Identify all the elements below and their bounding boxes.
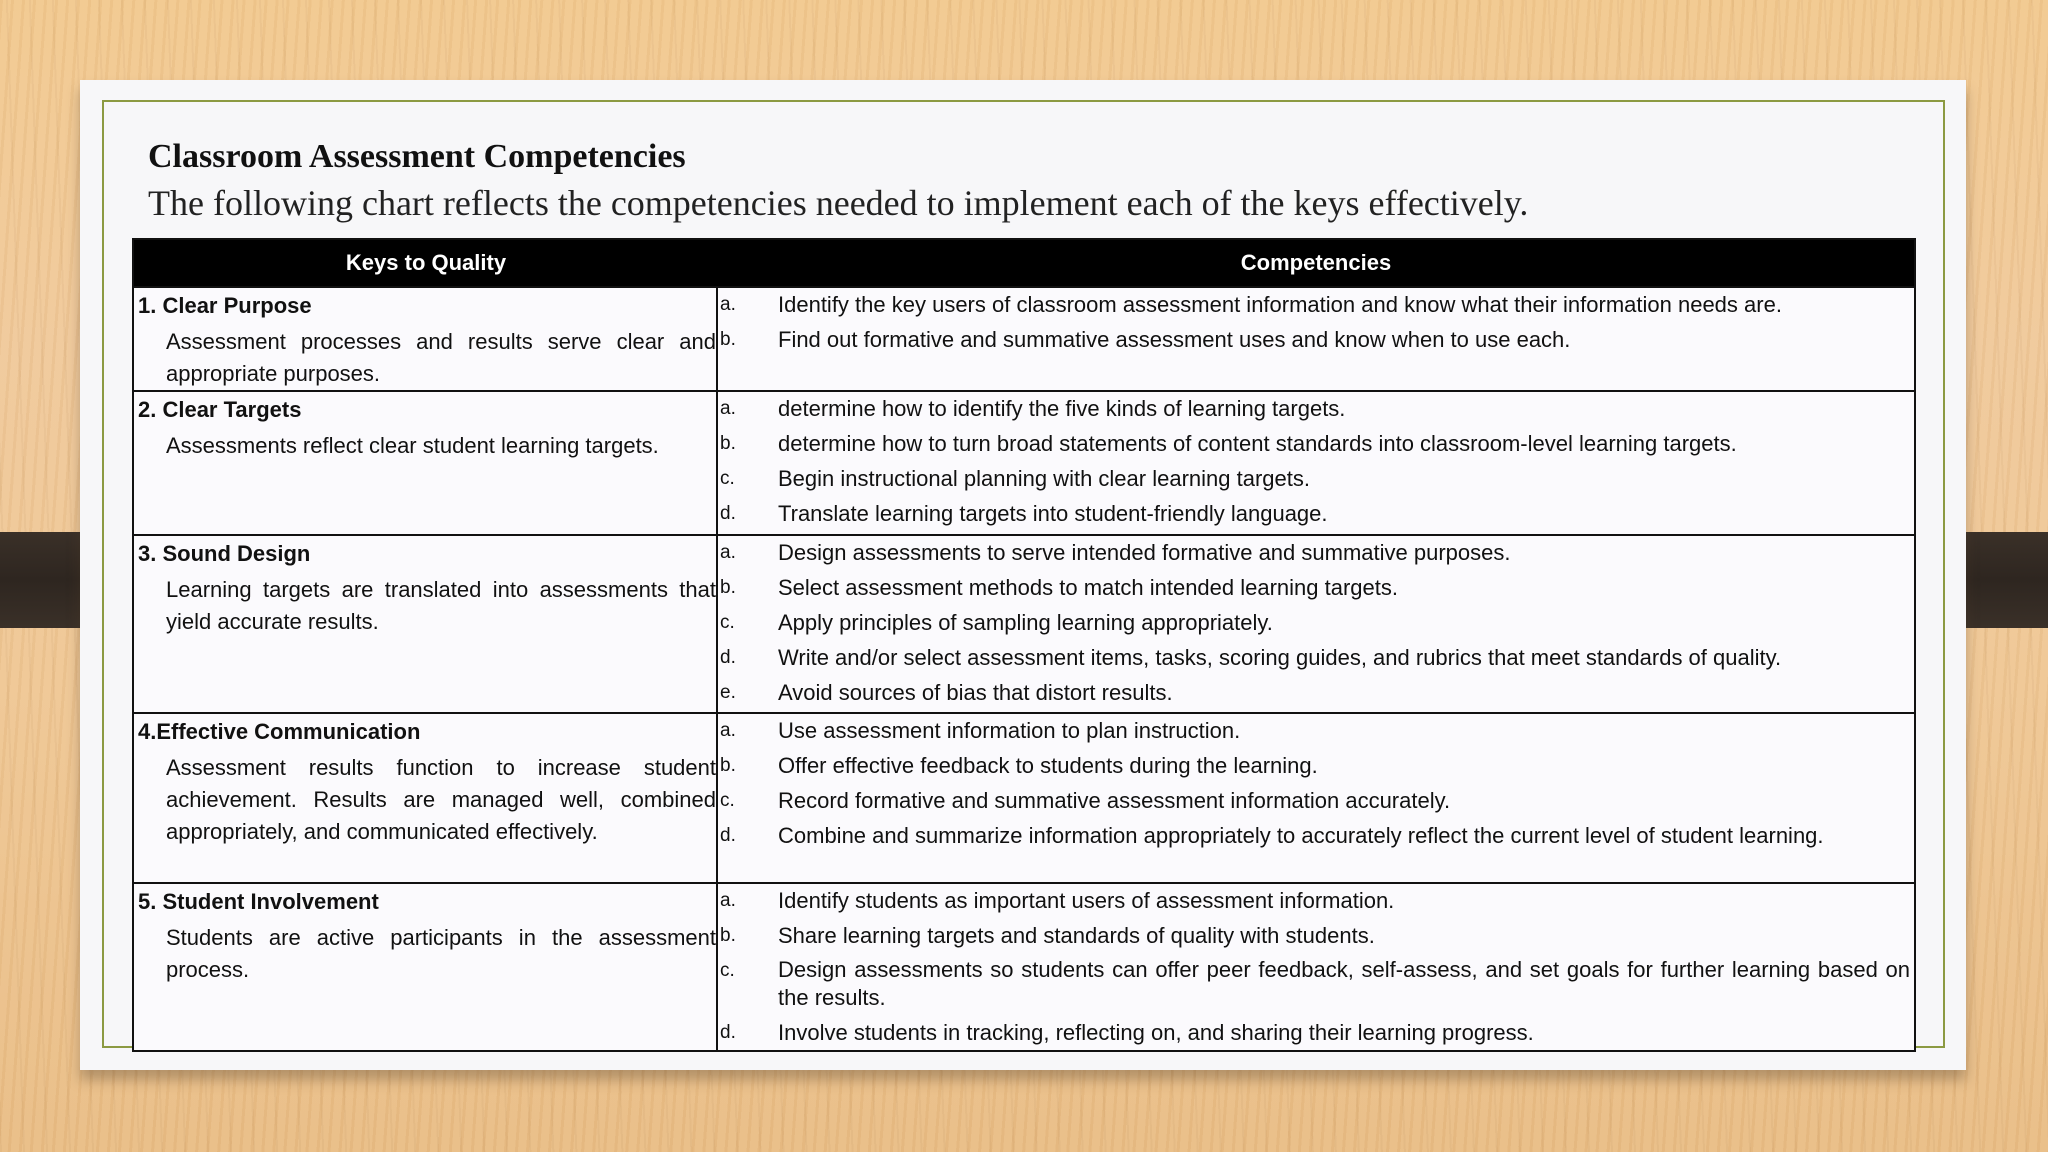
item-letter: d. — [720, 1022, 736, 1043]
item-text: Identify the key users of classroom assessment information and know what their information needs are. — [778, 292, 1782, 317]
list-item — [720, 786, 1910, 815]
item-text: determine how to identify the five kinds of learning targets. — [778, 396, 1346, 421]
list-item — [720, 956, 1910, 1012]
item-text: Record formative and summative assessment information accurately. — [778, 788, 1451, 813]
competencies-cell — [718, 884, 1914, 1050]
item-text: Find out formative and summative assessment uses and know when to use each. — [778, 327, 1571, 352]
competencies-cell — [718, 288, 1914, 390]
item-letter: d. — [720, 503, 736, 524]
item-text: Identify students as important users of assessment information. — [778, 888, 1395, 913]
item-letter: a. — [720, 294, 736, 315]
item-letter: a. — [720, 720, 736, 741]
header-competencies: Competencies — [1240, 250, 1392, 275]
item-letter: b. — [720, 755, 736, 776]
list-item — [720, 608, 1910, 637]
item-text: Begin instructional planning with clear learning targets. — [778, 466, 1310, 491]
table-header-row — [134, 240, 1914, 286]
list-item — [720, 429, 1910, 458]
table-row — [134, 712, 1914, 882]
key-description: Students are active participants in the assessment process. — [166, 925, 716, 982]
list-item — [720, 538, 1910, 567]
list-item — [720, 716, 1910, 745]
item-letter: e. — [720, 682, 736, 703]
item-letter: a. — [720, 890, 736, 911]
key-description: Assessment results function to increase student achievement. Results are managed well, combined appropriately, and communicated effectively. — [166, 755, 716, 844]
competencies-cell — [718, 536, 1914, 712]
slide-card — [80, 80, 1966, 1070]
key-cell — [134, 714, 718, 882]
list-item — [720, 1018, 1910, 1047]
key-title: 5. Student Involvement — [138, 889, 379, 914]
key-title: 4.Effective Communication — [138, 719, 421, 744]
key-description: Assessments reflect clear student learning targets. — [166, 433, 659, 458]
list-item — [720, 678, 1910, 707]
list-item — [720, 886, 1910, 915]
item-text: Avoid sources of bias that distort results. — [778, 680, 1173, 705]
list-item — [720, 573, 1910, 602]
key-cell — [134, 288, 718, 390]
table-row — [134, 390, 1914, 534]
item-letter: d. — [720, 647, 736, 668]
key-title: 1. Clear Purpose — [138, 293, 312, 318]
key-description: Assessment processes and results serve clear and appropriate purposes. — [166, 329, 716, 386]
item-text: Design assessments to serve intended formative and summative purposes. — [778, 540, 1511, 565]
item-text: Use assessment information to plan instruction. — [778, 718, 1241, 743]
item-text: Combine and summarize information appropriately to accurately reflect the current level of student learning. — [778, 823, 1824, 848]
competencies-cell — [718, 392, 1914, 534]
item-letter: b. — [720, 577, 736, 598]
key-title: 2. Clear Targets — [138, 397, 302, 422]
item-text: determine how to turn broad statements of content standards into classroom-level learning targets. — [778, 431, 1737, 456]
competencies-cell — [718, 714, 1914, 882]
key-description: Learning targets are translated into assessments that yield accurate results. — [166, 577, 716, 634]
item-text: Write and/or select assessment items, tasks, scoring guides, and rubrics that meet standards of quality. — [778, 645, 1782, 670]
table-row — [134, 882, 1914, 1050]
list-item — [720, 290, 1910, 319]
item-letter: a. — [720, 542, 736, 563]
key-cell — [134, 392, 718, 534]
key-cell — [134, 536, 718, 712]
competencies-table — [132, 238, 1916, 1052]
slide-title: Classroom Assessment Competencies — [148, 138, 686, 175]
item-letter: d. — [720, 825, 736, 846]
item-text: Share learning targets and standards of quality with students. — [778, 923, 1375, 948]
item-text: Select assessment methods to match intended learning targets. — [778, 575, 1399, 600]
item-letter: c. — [720, 612, 735, 633]
item-text: Apply principles of sampling learning appropriately. — [778, 610, 1273, 635]
item-text: Design assessments so students can offer peer feedback, self-assess, and set goals for further learning based on the results. — [778, 957, 1910, 1010]
item-text: Offer effective feedback to students during the learning. — [778, 753, 1318, 778]
table-row — [134, 286, 1914, 390]
key-cell — [134, 884, 718, 1050]
item-letter: b. — [720, 329, 736, 350]
list-item — [720, 464, 1910, 493]
table-row — [134, 534, 1914, 712]
list-item — [720, 643, 1910, 672]
item-letter: b. — [720, 925, 736, 946]
item-letter: c. — [720, 468, 735, 489]
list-item — [720, 751, 1910, 780]
item-letter: c. — [720, 790, 735, 811]
slide-subtitle: The following chart reflects the competencies needed to implement each of the keys effectively. — [148, 183, 1529, 223]
header-keys-to-quality: Keys to Quality — [345, 250, 507, 275]
item-text: Translate learning targets into student-friendly language. — [778, 501, 1328, 526]
item-letter: b. — [720, 433, 736, 454]
key-title: 3. Sound Design — [138, 541, 311, 566]
list-item — [720, 394, 1910, 423]
list-item — [720, 499, 1910, 528]
item-text: Involve students in tracking, reflecting on, and sharing their learning progress. — [778, 1020, 1534, 1045]
item-letter: a. — [720, 398, 736, 419]
item-letter: c. — [720, 960, 735, 981]
list-item — [720, 921, 1910, 950]
list-item — [720, 325, 1910, 354]
list-item — [720, 821, 1910, 850]
